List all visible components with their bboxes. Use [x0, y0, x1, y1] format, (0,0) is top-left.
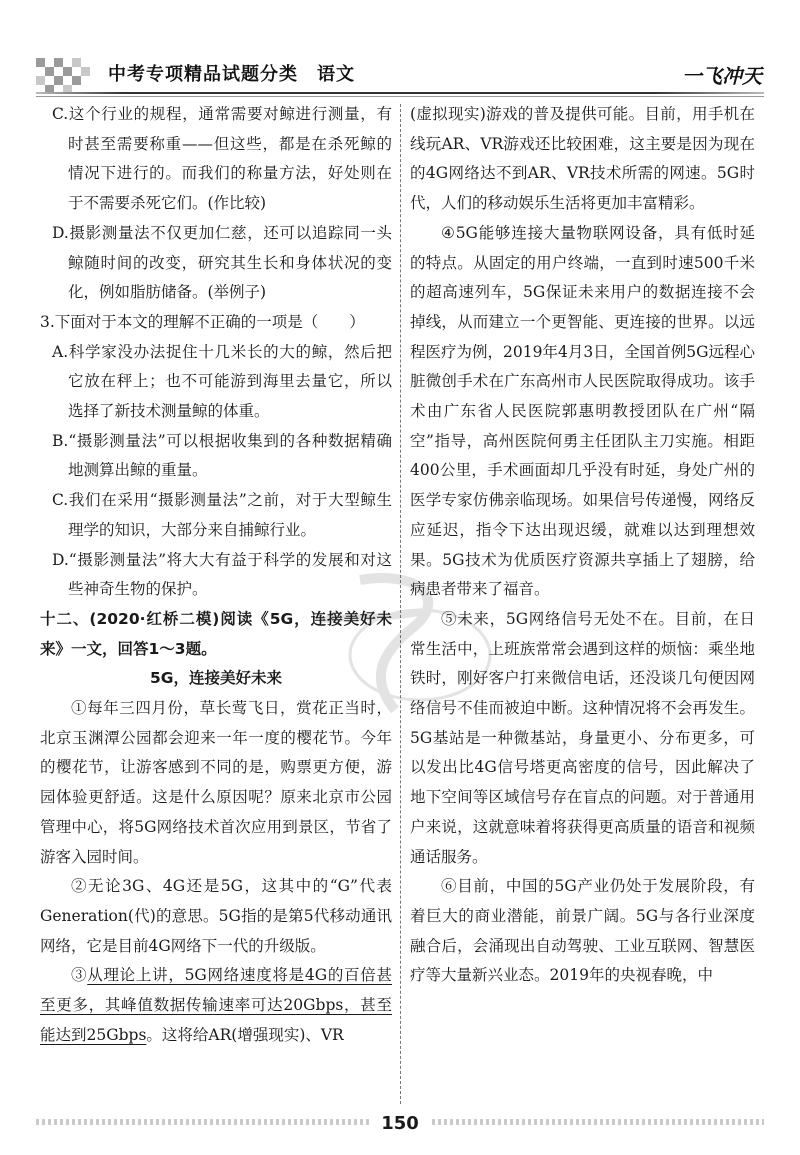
paragraph-2: ②无论3G、4G还是5G，这其中的“G”代表Generation(代)的意思。5G指的是第5代移动通讯网络，它是目前4G网络下一代的升级版。: [40, 877, 392, 955]
option-d-2: D.“摄影测量法”将大大有益于科学的发展和对这些神奇生物的保护。: [52, 550, 392, 599]
option-d-1: D.摄影测量法不仅更加仁慈，还可以追踪同一头鲸随时间的改变，研究其生长和身体状况的变化，例如脂肪储备。(举例子): [52, 223, 392, 302]
right-column: [410, 100, 755, 991]
option-c-1: C.这个行业的规程，通常需要对鲸进行测量，有时甚至需要称重——但这些，都是在杀死鲸的情况下进行的。而我们的称量方法，好处则在于不需要杀死它们。(作比较): [52, 105, 392, 213]
section-twelve-heading: 十二、(2020·红桥二模)阅读《5G，连接美好未来》一文，回答1～3题。: [40, 609, 392, 658]
header-title: 中考专项精品试题分类 语文: [108, 64, 355, 85]
paragraph-3-number: ③: [71, 966, 88, 985]
header-rule: [36, 92, 764, 94]
option-c-2: C.我们在采用“摄影测量法”之前，对于大型鲸生理学的知识，大部分来自捕鲸行业。: [52, 491, 392, 539]
paragraph-5: ⑤未来，5G网络信号无处不在。目前，在日常生活中，上班族常常会遇到这样的烦恼：乘坐地铁时，刚好客户打来微信电话，还没谈几句便因网络信号不佳而被迫中断。这种情况将不会再发生。5G基站是一种微基站，身量更小、分布更多，可以发出比4G信号塔更高密度的信号，因此解决了地下空间等区域信号存在盲点的问题。对于普通用户来说，这就意味着将获得更高质量的语音和视频通话服务。: [410, 609, 755, 866]
header-rule-thin: [36, 96, 764, 97]
paragraph-6: ⑥目前，中国的5G产业仍处于发展阶段，有着巨大的商业潜能，前景广阔。5G与各行业深度融合后，会涌现出自动驾驶、工业互联网、智慧医疗等大量新兴业态。2019年的央视春晚，中: [410, 877, 755, 985]
question-3: 3.下面对于本文的理解不正确的一项是（ ）: [40, 312, 365, 331]
option-b: B.“摄影测量法”可以根据收集到的各种数据精确地测算出鲸的重量。: [52, 431, 392, 480]
page-header: [0, 0, 800, 100]
paragraph-3-rest: 。这将给AR(增强现实)、VR: [146, 1025, 344, 1044]
article-title: 5G，连接美好未来: [149, 669, 282, 688]
left-column: [40, 100, 392, 1051]
page-number: 150: [370, 1109, 430, 1139]
paragraph-4: ④5G能够连接大量物联网设备，具有低时延的特点。从固定的用户终端，一直到时速500千米的超高速列车，5G保证未来用户的数据连接不会掉线，从而建立一个更智能、更连接的世界。以远程医疗为例，2019年4月3日，全国首例5G远程心脏微创手术在广东高州市人民医院取得成功。该手术由广东省人民医院郭惠明教授团队在广州“隔空”指导，高州医院何勇主任团队主刀实施。相距400公里，手术画面却几乎没有时延，身处广州的医学专家仿佛亲临现场。如果信号传递慢，网络反应延迟，指令下达出现迟缓，就难以达到理想效果。5G技术为优质医疗资源共享插上了翅膀，给病患者带来了福音。: [410, 223, 755, 599]
paragraph-3: [40, 961, 392, 1050]
page-footer: [0, 1105, 800, 1155]
paragraph-3-underlined: 从理论上讲，5G网络速度将是4G的百倍甚至更多，其峰值数据传输速率可达20Gbps，甚至能达到25Gbps: [40, 966, 392, 1044]
option-a: A.科学家没办法捉住十几米长的大的鲸，然后把它放在秤上；也不可能游到海里去量它，所以选择了新技术测量鲸的体重。: [52, 342, 392, 421]
column-divider: [400, 104, 401, 1104]
checker-decoration: [36, 58, 96, 96]
paragraph-1: ①每年三四月份，草长莺飞日，赏花正当时，北京玉渊潭公园都会迎来一年一度的樱花节。今年的樱花节，让游客感到不同的是，购票更方便，游园体验更舒适。这是什么原因呢？原来北京市公园管理中心，将5G网络技术首次应用到景区，节省了游客入园时间。: [40, 699, 392, 866]
brand-logo: 一飞冲天: [682, 64, 762, 88]
paragraph-3-continued: (虚拟现实)游戏的普及提供可能。目前，用手机在线玩AR、VR游戏还比较困难，这主要是因为现在的4G网络达不到AR、VR技术所需的网速。5G时代，人们的移动娱乐生活将更加丰富精彩。: [410, 105, 755, 213]
